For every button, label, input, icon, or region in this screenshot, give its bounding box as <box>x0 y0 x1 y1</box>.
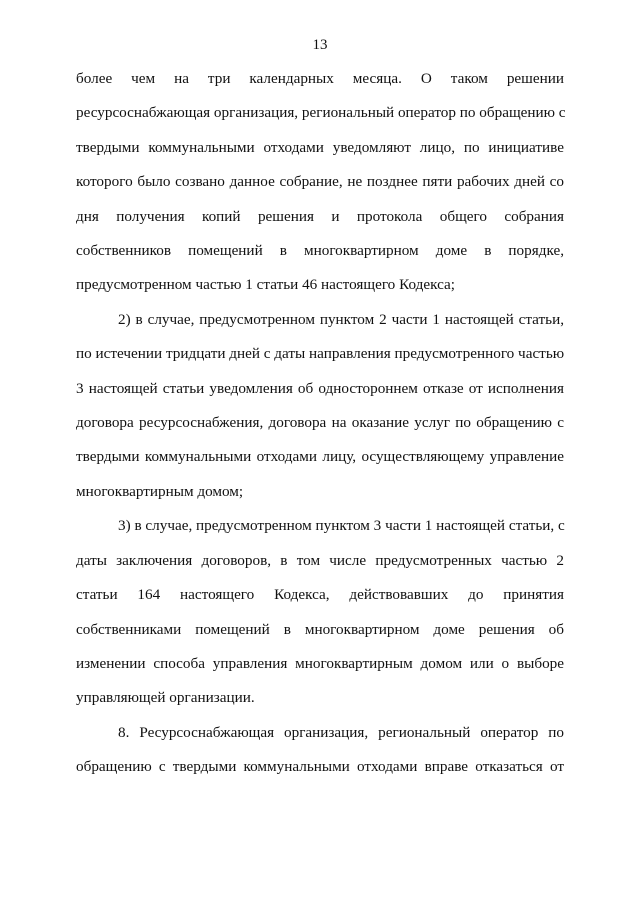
text-line: по истечении тридцати дней с даты направления предусмотренного частью <box>76 345 565 363</box>
text-line: даты заключения договоров, в том числе предусмотренных частью 2 <box>76 551 564 569</box>
text-line: управляющей организации. <box>76 689 255 707</box>
text-line: предусмотренном частью 1 статьи 46 настоящего Кодекса; <box>76 276 455 294</box>
paragraph-clause-8 <box>76 716 564 785</box>
text-line: изменении способа управления многоквартирным домом или о выборе <box>76 654 564 672</box>
text-line: ресурсоснабжающая организация, региональный оператор по обращению с <box>76 104 566 122</box>
text-line: 8. Ресурсоснабжающая организация, региональный оператор по <box>118 723 564 741</box>
text-line: 3 настоящей статьи уведомления об одностороннем отказе от исполнения <box>76 379 564 397</box>
document-body <box>76 62 564 785</box>
text-line: дня получения копий решения и протокола общего собрания <box>76 207 564 225</box>
text-line: статьи 164 настоящего Кодекса, действовавших до принятия <box>76 586 564 604</box>
text-line: многоквартирным домом; <box>76 482 244 500</box>
text-line: которого было созвано данное собрание, не позднее пяти рабочих дней со <box>76 173 564 191</box>
paragraph-item-2 <box>76 303 564 509</box>
paragraph-continuation <box>76 62 564 303</box>
text-line: собственниками помещений в многоквартирном доме решения об <box>76 620 564 638</box>
paragraph-item-3 <box>76 509 564 715</box>
text-line: обращению с твердыми коммунальными отходами вправе отказаться от <box>76 758 564 776</box>
text-line: более чем на три календарных месяца. О таком решении <box>76 70 564 87</box>
text-line: 2) в случае, предусмотренном пунктом 2 части 1 настоящей статьи, <box>118 310 564 328</box>
text-line: твердыми коммунальными отходами уведомляют лицо, по инициативе <box>76 138 564 156</box>
text-line: твердыми коммунальными отходами лицу, осуществляющему управление <box>76 448 564 466</box>
page-number: 13 <box>312 37 328 53</box>
text-line: собственников помещений в многоквартирном доме в порядке, <box>76 242 564 260</box>
text-line: договора ресурсоснабжения, договора на оказание услуг по обращению с <box>76 414 564 432</box>
text-line: 3) в случае, предусмотренном пунктом 3 части 1 настоящей статьи, с <box>118 517 565 535</box>
